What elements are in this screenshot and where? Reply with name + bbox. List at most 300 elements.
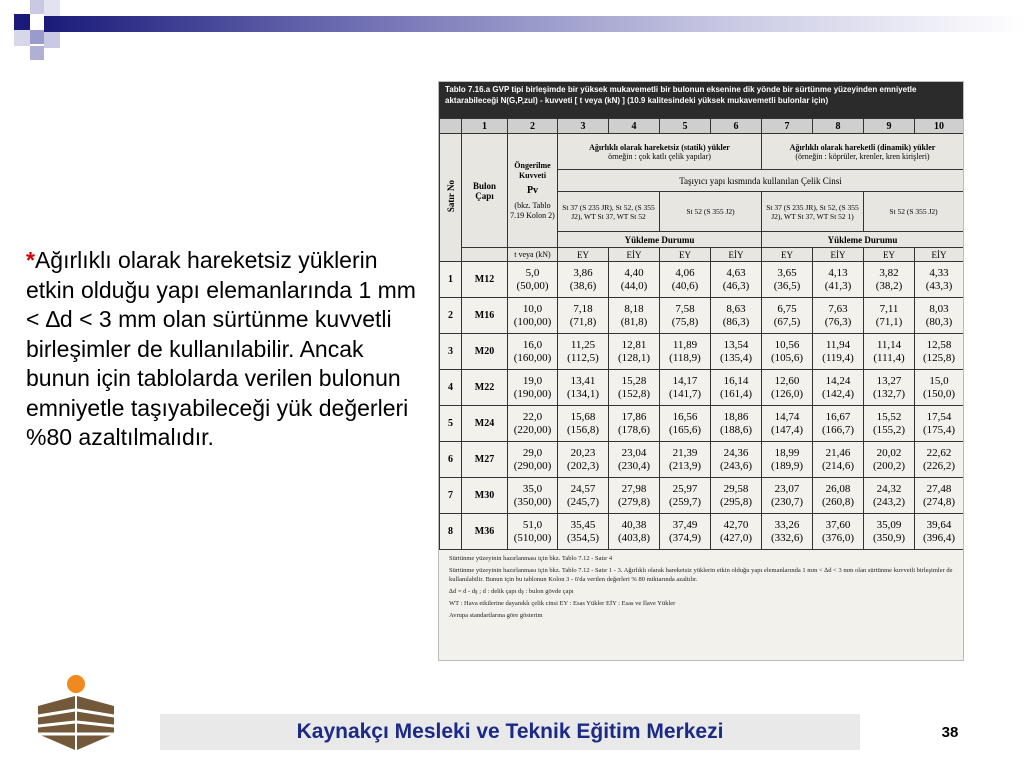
- capacity-tonnes: 20,02: [876, 446, 902, 459]
- row-number: 1: [440, 262, 462, 298]
- pv-tonnes: 19,0: [522, 374, 543, 387]
- col-number: 8: [813, 119, 864, 134]
- deco-square: [14, 30, 30, 46]
- capacity-cell: [813, 514, 864, 550]
- pretension-cell: [508, 262, 558, 298]
- capacity-kn: (155,2): [872, 423, 906, 436]
- capacity-cell: [915, 442, 964, 478]
- load-label: EİY: [915, 248, 964, 262]
- capacity-cell: [813, 334, 864, 370]
- capacity-kn: (150,0): [922, 387, 956, 400]
- load-case-dynamic: Yükleme Durumu: [762, 232, 964, 248]
- capacity-tonnes: 17,86: [621, 410, 647, 423]
- table-row: [440, 406, 964, 442]
- capacity-cell: [660, 478, 711, 514]
- capacity-kn: (112,5): [567, 351, 599, 364]
- capacity-kn: (189,9): [770, 459, 804, 472]
- capacity-kn: (142,4): [821, 387, 855, 400]
- capacity-kn: (279,8): [617, 495, 651, 508]
- steel-grade-c: St 37 (S 235 JR), St 52, (S 355 J2), WT St 37, WT St 52 1): [762, 192, 864, 232]
- capacity-tonnes: 14,74: [774, 410, 800, 423]
- steel-type-header: Taşıyıcı yapı kısmında kullanılan Çelik Cinsi: [558, 170, 964, 192]
- row-number: 4: [440, 370, 462, 406]
- capacity-kn: (86,3): [722, 315, 750, 328]
- pv-kn: (160,00): [513, 351, 552, 364]
- col-number: 7: [762, 119, 813, 134]
- capacity-tonnes: 40,38: [621, 518, 647, 531]
- bolt-size: M12: [462, 262, 508, 298]
- capacity-tonnes: 15,0: [929, 374, 949, 387]
- capacity-tonnes: 13,54: [723, 338, 749, 351]
- capacity-kn: (230,7): [770, 495, 804, 508]
- capacity-tonnes: 3,82: [879, 266, 899, 279]
- capacity-kn: (156,8): [566, 423, 600, 436]
- capacity-cell: [711, 406, 762, 442]
- capacity-cell: [558, 406, 609, 442]
- capacity-kn: (166,7): [821, 423, 855, 436]
- top-decoration: [0, 0, 1024, 60]
- pv-kn: (50,00): [516, 279, 549, 292]
- capacity-tonnes: 21,46: [825, 446, 851, 459]
- page-number: 38: [941, 724, 959, 741]
- capacity-cell: [558, 514, 609, 550]
- table-row: [440, 478, 964, 514]
- capacity-tonnes: 18,99: [774, 446, 800, 459]
- capacity-kn: (213,9): [668, 459, 702, 472]
- footnotes: [439, 550, 963, 627]
- capacity-cell: [660, 442, 711, 478]
- capacity-cell: [864, 298, 915, 334]
- capacity-cell: [609, 478, 660, 514]
- footnote: Sürtünme yüzeyinin hazırlanması için bkz. Tablo 7.12 - Satır 4: [449, 555, 613, 562]
- col-number: 2: [508, 119, 558, 134]
- load-label: EY: [762, 248, 813, 262]
- note-star: *: [26, 247, 35, 273]
- deco-square: [30, 30, 44, 44]
- capacity-kn: (43,3): [925, 279, 953, 292]
- deco-square: [14, 14, 30, 30]
- capacity-kn: (71,1): [875, 315, 903, 328]
- pv-reference: (bkz. Tablo 7.19 Kolon 2): [510, 200, 555, 220]
- capacity-tonnes: 3,65: [777, 266, 797, 279]
- capacity-cell: [711, 442, 762, 478]
- bolt-size: M16: [462, 298, 508, 334]
- column-number-row: [440, 119, 964, 134]
- capacity-kn: (214,6): [821, 459, 855, 472]
- logo-sun-icon: [67, 675, 85, 693]
- load-label: EY: [660, 248, 711, 262]
- capacity-cell: [864, 442, 915, 478]
- capacity-tonnes: 22,62: [926, 446, 952, 459]
- capacity-kn: (141,7): [668, 387, 702, 400]
- capacity-tonnes: 14,24: [825, 374, 851, 387]
- row-number: 7: [440, 478, 462, 514]
- capacity-cell: [813, 262, 864, 298]
- capacity-kn: (259,7): [668, 495, 702, 508]
- capacity-kn: (38,6): [569, 279, 597, 292]
- capacity-tonnes: 33,26: [774, 518, 800, 531]
- capacity-cell: [660, 298, 711, 334]
- capacity-cell: [864, 334, 915, 370]
- row-number: 5: [440, 406, 462, 442]
- capacity-tonnes: 26,08: [825, 482, 851, 495]
- capacity-cell: [864, 478, 915, 514]
- pv-kn: (100,00): [513, 315, 552, 328]
- capacity-cell: [558, 334, 609, 370]
- capacity-kn: (245,7): [566, 495, 600, 508]
- capacity-cell: [660, 262, 711, 298]
- table-row: [440, 514, 964, 550]
- corner-cell: [440, 119, 462, 134]
- capacity-cell: [609, 442, 660, 478]
- pretension-cell: [508, 514, 558, 550]
- capacity-cell: [813, 406, 864, 442]
- capacity-cell: [558, 262, 609, 298]
- capacity-tonnes: 42,70: [723, 518, 749, 531]
- capacity-tonnes: 6,75: [777, 302, 797, 315]
- capacity-tonnes: 7,11: [879, 302, 899, 315]
- col-number: 5: [660, 119, 711, 134]
- capacity-tonnes: 16,56: [672, 410, 698, 423]
- bolt-diameter-header: Bulon Çapı: [462, 134, 508, 248]
- pv-tonnes: 29,0: [522, 446, 543, 459]
- capacity-cell: [609, 514, 660, 550]
- capacity-cell: [609, 298, 660, 334]
- table-row: [440, 262, 964, 298]
- capacity-kn: (46,3): [722, 279, 750, 292]
- capacity-cell: [609, 334, 660, 370]
- pv-tonnes: 16,0: [522, 338, 543, 351]
- table-row: [440, 442, 964, 478]
- capacity-kn: (147,4): [770, 423, 804, 436]
- footnote: WT : Hava etkilerine dayanıklı çelik cinsi EY : Esas Yükler EİY : Esas ve İlave Yükler: [449, 600, 676, 607]
- capacity-cell: [864, 262, 915, 298]
- capacity-tonnes: 8,03: [929, 302, 949, 315]
- deco-square: [44, 0, 60, 16]
- capacity-cell: [915, 334, 964, 370]
- pretension-cell: [508, 478, 558, 514]
- capacity-kn: (128,1): [617, 351, 651, 364]
- row-number: 2: [440, 298, 462, 334]
- capacity-cell: [915, 406, 964, 442]
- note-paragraph: [26, 246, 416, 453]
- capacity-cell: [558, 442, 609, 478]
- capacity-cell: [711, 370, 762, 406]
- capacity-cell: [864, 406, 915, 442]
- capacity-tonnes: 11,25: [570, 338, 596, 351]
- capacity-kn: (427,0): [719, 531, 753, 544]
- capacity-kn: (200,2): [872, 459, 906, 472]
- capacity-tonnes: 15,52: [876, 410, 902, 423]
- static-load-header: Ağırlıklı olarak hareketsiz (statik) yükler örneğin : çok katlı çelik yapılar): [558, 134, 762, 170]
- capacity-tonnes: 15,28: [621, 374, 647, 387]
- load-label: EİY: [711, 248, 762, 262]
- load-label: EİY: [609, 248, 660, 262]
- capacity-kn: (76,3): [824, 315, 852, 328]
- capacity-kn: (71,8): [569, 315, 597, 328]
- capacity-kn: (81,8): [620, 315, 648, 328]
- footnote: Sürtünme yüzeyinin hazırlanması için bkz. Tablo 7.12 - Satır 1 - 3. Ağırlıklı olarak hareketsiz yüklerin etkin olduğu yapı elemanlarında 1 mm < ∆d < 3 mm olan sürtünme kuvvetli birleşimler de kullanılabilir. Bunun için bu tablonun Kolon 3 - 6'da verilen değerleri % 80 miktarında azaltılır.: [449, 567, 953, 583]
- dynamic-load-header: Ağırlıklı olarak hareketli (dinamik) yükler (örneğin : köprüler, krenler, kren kirişleri): [762, 134, 964, 170]
- capacity-kn: (134,1): [566, 387, 600, 400]
- capacity-tonnes: 10,56: [774, 338, 800, 351]
- capacity-kn: (111,4): [873, 351, 905, 364]
- capacity-kn: (80,3): [925, 315, 953, 328]
- capacity-cell: [762, 370, 813, 406]
- capacity-cell: [915, 370, 964, 406]
- capacity-tonnes: 4,13: [828, 266, 848, 279]
- row-number: 8: [440, 514, 462, 550]
- capacity-cell: [762, 442, 813, 478]
- capacity-tonnes: 8,63: [726, 302, 746, 315]
- capacity-cell: [660, 334, 711, 370]
- pretension-cell: [508, 442, 558, 478]
- capacity-cell: [762, 514, 813, 550]
- capacity-cell: [711, 478, 762, 514]
- capacity-cell: [813, 442, 864, 478]
- capacity-tonnes: 17,54: [926, 410, 952, 423]
- capacity-kn: (36,5): [773, 279, 801, 292]
- pretension-cell: [508, 370, 558, 406]
- capacity-kn: (118,9): [669, 351, 701, 364]
- capacity-kn: (374,9): [668, 531, 702, 544]
- capacity-kn: (243,2): [872, 495, 906, 508]
- capacity-tonnes: 13,27: [876, 374, 902, 387]
- footer-title: Kaynakçı Mesleki ve Teknik Eğitim Merkezi: [296, 720, 724, 743]
- capacity-tonnes: 4,33: [929, 266, 949, 279]
- capacity-cell: [609, 370, 660, 406]
- capacity-tonnes: 20,23: [570, 446, 596, 459]
- capacity-kn: (135,4): [719, 351, 753, 364]
- pretension-cell: [508, 406, 558, 442]
- capacity-tonnes: 12,81: [621, 338, 647, 351]
- pv-tonnes: 22,0: [522, 410, 543, 423]
- pv-tonnes: 35,0: [522, 482, 543, 495]
- table-row: [440, 334, 964, 370]
- capacity-cell: [660, 406, 711, 442]
- bolt-size: M36: [462, 514, 508, 550]
- capacity-kn: (119,4): [822, 351, 854, 364]
- col-number: 9: [864, 119, 915, 134]
- capacity-kn: (161,4): [719, 387, 753, 400]
- capacity-cell: [609, 406, 660, 442]
- capacity-tonnes: 29,58: [723, 482, 749, 495]
- capacity-tonnes: 35,45: [570, 518, 596, 531]
- col-number: 3: [558, 119, 609, 134]
- capacity-cell: [813, 370, 864, 406]
- capacity-kn: (165,6): [668, 423, 702, 436]
- capacity-tonnes: 37,60: [825, 518, 851, 531]
- header-gradient-bar: [44, 16, 1024, 32]
- pretension-cell: [508, 298, 558, 334]
- capacity-tonnes: 35,09: [876, 518, 902, 531]
- steel-grade-a: St 37 (S 235 JR), St 52, (S 355 J2), WT St 37, WT St 52: [558, 192, 660, 232]
- capacity-cell: [762, 406, 813, 442]
- col-number: 1: [462, 119, 508, 134]
- table-body: [440, 262, 964, 550]
- row-number: 3: [440, 334, 462, 370]
- capacity-kn: (41,3): [824, 279, 852, 292]
- capacity-tonnes: 7,18: [573, 302, 593, 315]
- capacity-kn: (44,0): [620, 279, 648, 292]
- footnote: Avrupa standartlarına göre gösterim: [449, 612, 543, 619]
- capacity-kn: (274,8): [922, 495, 956, 508]
- capacity-cell: [609, 262, 660, 298]
- pv-label: Pv: [526, 184, 539, 196]
- row-number: 6: [440, 442, 462, 478]
- capacity-cell: [711, 262, 762, 298]
- pv-unit: t veya (kN): [508, 248, 558, 262]
- capacity-tonnes: 24,32: [876, 482, 902, 495]
- note-text: Ağırlıklı olarak hareketsiz yüklerin etkin olduğu yapı elemanlarında 1 mm < ∆d < 3 mm olan sürtünme kuvvetli birleşimler de kullanılabilir. Ancak bunun için tablolarda verilen bulonun emniyetle taşıyabileceği yük değerleri %80 azaltılmalıdır.: [26, 247, 416, 450]
- capacity-cell: [762, 334, 813, 370]
- capacity-kn: (125,8): [922, 351, 956, 364]
- capacity-cell: [915, 514, 964, 550]
- capacity-kn: (354,5): [566, 531, 600, 544]
- capacity-tonnes: 12,58: [926, 338, 952, 351]
- load-case-static: Yükleme Durumu: [558, 232, 762, 248]
- capacity-tonnes: 14,17: [672, 374, 698, 387]
- capacity-kn: (152,8): [617, 387, 651, 400]
- header-row-load-labels: [440, 248, 964, 262]
- capacity-kn: (67,5): [773, 315, 801, 328]
- capacity-cell: [558, 478, 609, 514]
- capacity-cell: [711, 514, 762, 550]
- capacity-tonnes: 23,07: [774, 482, 800, 495]
- capacity-tonnes: 24,36: [723, 446, 749, 459]
- deco-square: [30, 46, 44, 60]
- capacity-cell: [864, 514, 915, 550]
- pv-tonnes: 5,0: [525, 266, 540, 279]
- capacity-tonnes: 24,57: [570, 482, 596, 495]
- pv-kn: (510,00): [513, 531, 552, 544]
- pv-kn: (350,00): [513, 495, 552, 508]
- capacity-tonnes: 13,41: [570, 374, 596, 387]
- capacity-cell: [813, 478, 864, 514]
- capacity-tonnes: 21,39: [672, 446, 698, 459]
- capacity-cell: [558, 298, 609, 334]
- table-row: [440, 370, 964, 406]
- capacity-tonnes: 18,86: [723, 410, 749, 423]
- capacity-kn: (175,4): [922, 423, 956, 436]
- capacity-tonnes: 16,14: [723, 374, 749, 387]
- capacity-kn: (226,2): [922, 459, 956, 472]
- logo-book-icon: [38, 696, 114, 750]
- capacity-tonnes: 39,64: [926, 518, 952, 531]
- capacity-cell: [762, 262, 813, 298]
- capacity-cell: [762, 478, 813, 514]
- pv-tonnes: 10,0: [522, 302, 543, 315]
- table-row: [440, 298, 964, 334]
- capacity-tonnes: 11,14: [876, 338, 902, 351]
- bolt-size: M27: [462, 442, 508, 478]
- capacity-kn: (376,0): [821, 531, 855, 544]
- bolt-size: M24: [462, 406, 508, 442]
- scanned-table-image: [438, 81, 964, 661]
- pv-kn: (290,00): [513, 459, 552, 472]
- capacity-kn: (243,6): [719, 459, 753, 472]
- capacity-tonnes: 7,63: [828, 302, 848, 315]
- bolt-size: M30: [462, 478, 508, 514]
- pv-kn: (220,00): [513, 423, 552, 436]
- capacity-kn: (230,4): [617, 459, 651, 472]
- capacity-kn: (188,6): [719, 423, 753, 436]
- pretension-label: Öngerilme Kuvveti: [514, 160, 551, 180]
- capacity-kn: (260,8): [821, 495, 855, 508]
- capacity-tonnes: 4,63: [726, 266, 746, 279]
- capacity-tonnes: 8,18: [624, 302, 644, 315]
- pretension-cell: [508, 334, 558, 370]
- capacity-kn: (403,8): [617, 531, 651, 544]
- header-row-loads: [440, 134, 964, 170]
- capacity-cell: [915, 262, 964, 298]
- capacity-tonnes: 12,60: [774, 374, 800, 387]
- load-label: EY: [558, 248, 609, 262]
- capacity-kn: (132,7): [872, 387, 906, 400]
- col-number: 6: [711, 119, 762, 134]
- capacity-cell: [915, 298, 964, 334]
- table-title: Tablo 7.16.a GVP tipi birleşimde bir yüksek mukavemetli bir bulonun eksenine dik yönde bir sürtünme yüzeyinden emniyetle aktarabileceği N(G,P,zul) - kuvveti [ t veya (kN) ] (10.9 kalitesindeki yüksek mukavemetli bulonlar için): [439, 82, 963, 118]
- col-number: 10: [915, 119, 964, 134]
- capacity-tonnes: 11,89: [672, 338, 698, 351]
- bolt-capacity-table: [439, 118, 964, 550]
- footnote: ∆d = d - dş ; d : delik çapı dş : bulon gövde çapı: [449, 588, 574, 595]
- bolt-diameter-spacer: [462, 248, 508, 262]
- capacity-kn: (178,6): [617, 423, 651, 436]
- capacity-cell: [558, 370, 609, 406]
- capacity-cell: [711, 298, 762, 334]
- capacity-tonnes: 15,68: [570, 410, 596, 423]
- capacity-kn: (38,2): [875, 279, 903, 292]
- capacity-kn: (332,6): [770, 531, 804, 544]
- capacity-kn: (126,0): [770, 387, 804, 400]
- capacity-cell: [711, 334, 762, 370]
- capacity-tonnes: 37,49: [672, 518, 698, 531]
- capacity-tonnes: 3,86: [573, 266, 593, 279]
- bolt-size: M20: [462, 334, 508, 370]
- capacity-cell: [762, 298, 813, 334]
- capacity-tonnes: 23,04: [621, 446, 647, 459]
- satir-no-header: Satır No: [440, 134, 462, 262]
- bolt-size: M22: [462, 370, 508, 406]
- capacity-kn: (396,4): [922, 531, 956, 544]
- capacity-kn: (202,3): [566, 459, 600, 472]
- institution-logo: [28, 672, 118, 758]
- capacity-tonnes: 27,48: [926, 482, 952, 495]
- load-label: EY: [864, 248, 915, 262]
- capacity-tonnes: 16,67: [825, 410, 851, 423]
- capacity-tonnes: 27,98: [621, 482, 647, 495]
- capacity-tonnes: 7,58: [675, 302, 695, 315]
- capacity-cell: [660, 370, 711, 406]
- deco-square: [30, 0, 44, 14]
- capacity-tonnes: 11,94: [825, 338, 851, 351]
- capacity-tonnes: 4,40: [624, 266, 644, 279]
- capacity-cell: [660, 514, 711, 550]
- pv-kn: (190,00): [513, 387, 552, 400]
- capacity-kn: (105,6): [770, 351, 804, 364]
- steel-grade-d: St 52 (S 355 J2): [864, 192, 964, 232]
- capacity-kn: (295,8): [719, 495, 753, 508]
- capacity-cell: [813, 298, 864, 334]
- capacity-kn: (40,6): [671, 279, 699, 292]
- capacity-cell: [864, 370, 915, 406]
- pv-tonnes: 51,0: [522, 518, 543, 531]
- capacity-kn: (75,8): [671, 315, 699, 328]
- pretension-header: [508, 134, 558, 248]
- capacity-kn: (350,9): [872, 531, 906, 544]
- capacity-tonnes: 4,06: [675, 266, 695, 279]
